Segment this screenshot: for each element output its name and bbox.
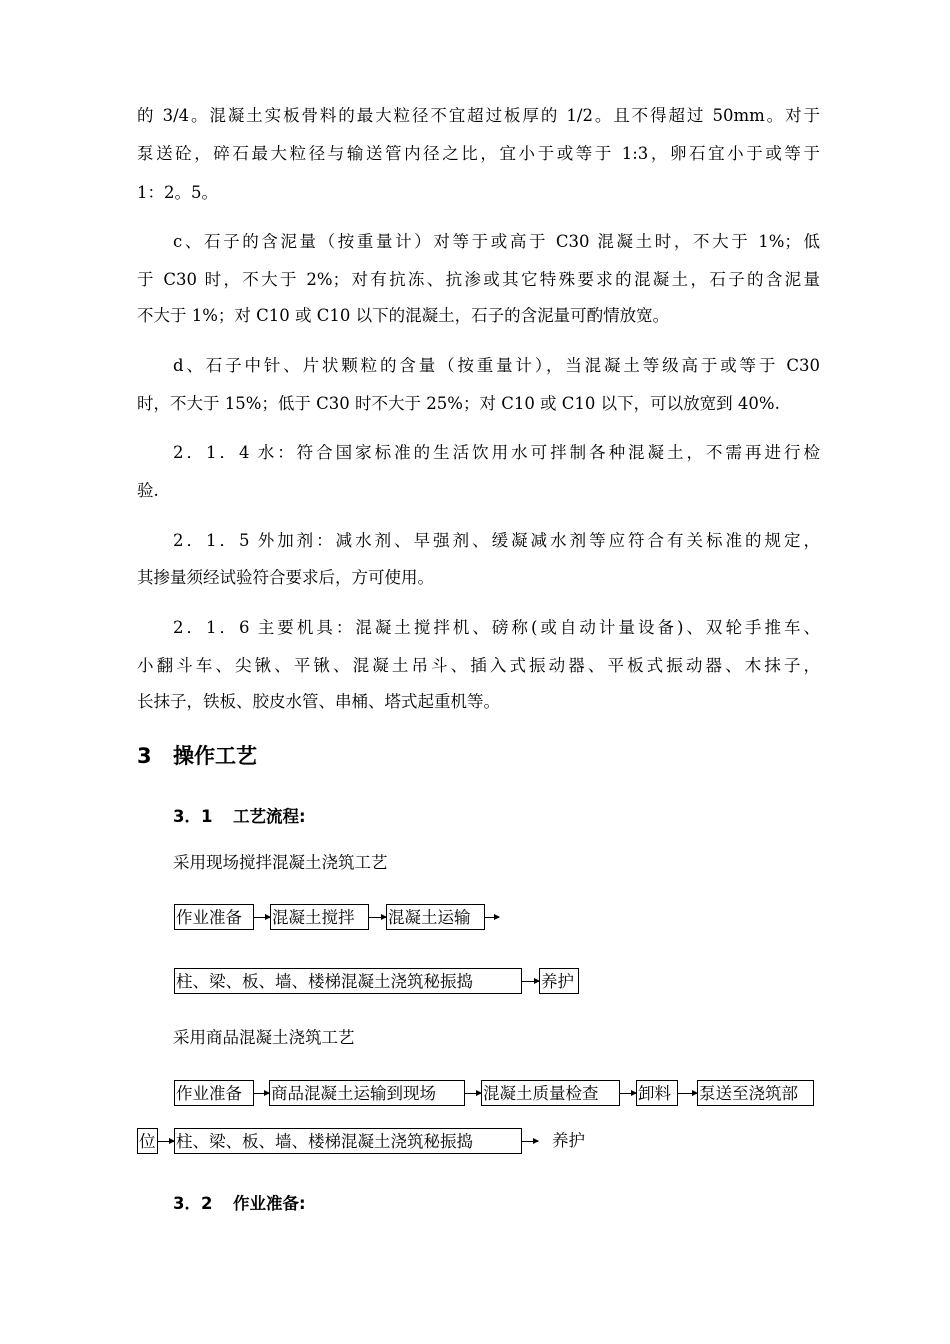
paragraph-line: 2．1．5 外加剂：减水剂、早强剂、缓凝减水剂等应符合有关标准的规定， (173, 531, 820, 550)
flow-step-box: 商品混凝土运输到现场 (269, 1080, 465, 1106)
flow-step-text: 养护 (552, 1131, 585, 1150)
subsection-heading (173, 803, 306, 827)
arrow-icon (485, 917, 499, 918)
arrow-icon (522, 981, 539, 982)
flow-step-box: 混凝土运输 (386, 904, 485, 930)
flow-caption: 采用现场搅拌混凝土浇筑工艺 (173, 853, 388, 872)
paragraph-line: 2．1．6 主要机具：混凝土搅拌机、磅称(或自动计量设备)、双轮手推车、 (173, 618, 820, 637)
arrow-icon (522, 1141, 538, 1142)
paragraph-line: c、石子的含泥量（按重量计）对等于或高于 C30 混凝土时，不大于 1%；低 (173, 232, 820, 251)
paragraph-line: 1：2。5。 (137, 183, 218, 202)
paragraph-line: 泵送砼，碎石最大粒径与输送管内径之比，宜小于或等于 1:3，卵石宜小于或等于 (137, 144, 820, 163)
flow-step-box: 养护 (539, 968, 579, 994)
flow-step-box: 位 (137, 1128, 158, 1154)
flow-step-box: 作业准备 (174, 904, 254, 930)
flow-caption: 采用商品混凝土浇筑工艺 (173, 1028, 355, 1047)
arrow-icon (158, 1141, 174, 1142)
subsection-number: 3．2 (173, 1194, 213, 1213)
arrow-icon (465, 1093, 481, 1094)
subsection-heading (173, 1190, 306, 1214)
flow-step-box: 混凝土质量检查 (481, 1080, 620, 1106)
paragraph-line: 验. (137, 481, 159, 500)
section-title: 操作工艺 (173, 744, 257, 768)
paragraph-line: 的 3/4。混凝土实板骨料的最大粒径不宜超过板厚的 1/2。且不得超过 50mm。对于 (137, 106, 820, 125)
paragraph-line: 其掺量须经试验符合要求后，方可使用。 (137, 568, 434, 587)
flow-step-box: 柱、梁、板、墙、楼梯混凝土浇筑秘振捣 (174, 968, 522, 994)
arrow-icon (254, 917, 270, 918)
paragraph-line: 2．1．4 水：符合国家标准的生活饮用水可拌制各种混凝土，不需再进行检 (173, 443, 820, 462)
flow-step-box: 作业准备 (174, 1080, 254, 1106)
paragraph-line: 时，不大于 15%；低于 C30 时不大于 25%；对 C10 或 C10 以下，可以放宽到 40%. (137, 394, 780, 413)
paragraph-line: 不大于 1%；对 C10 或 C10 以下的混凝土，石子的含泥量可酌情放宽。 (137, 306, 670, 325)
flow-step-box: 混凝土搅拌 (270, 904, 369, 930)
section-number: 3 (137, 744, 152, 768)
flow-step-box: 泵送至浇筑部 (697, 1080, 814, 1106)
flow-step-box: 柱、梁、板、墙、楼梯混凝土浇筑秘振捣 (174, 1128, 522, 1154)
arrow-icon (254, 1093, 269, 1094)
subsection-title: 工艺流程: (233, 807, 306, 826)
subsection-title: 作业准备: (233, 1194, 306, 1213)
arrow-icon (369, 917, 386, 918)
paragraph-line: 长抹子，铁板、胶皮水管、串桶、塔式起重机等。 (137, 692, 500, 711)
paragraph-line: 小翻斗车、尖锹、平锹、混凝土吊斗、插入式振动器、平板式振动器、木抹子， (137, 656, 820, 675)
flow-step-box: 卸料 (636, 1080, 678, 1106)
arrow-icon (678, 1093, 697, 1094)
arrow-icon (620, 1093, 636, 1094)
paragraph-line: d、石子中针、片状颗粒的含量（按重量计），当混凝土等级高于或等于 C30 (173, 356, 820, 375)
subsection-number: 3．1 (173, 807, 213, 826)
paragraph-line: 于 C30 时，不大于 2%；对有抗冻、抗渗或其它特殊要求的混凝土，石子的含泥量 (137, 270, 820, 289)
section-heading (137, 740, 257, 770)
